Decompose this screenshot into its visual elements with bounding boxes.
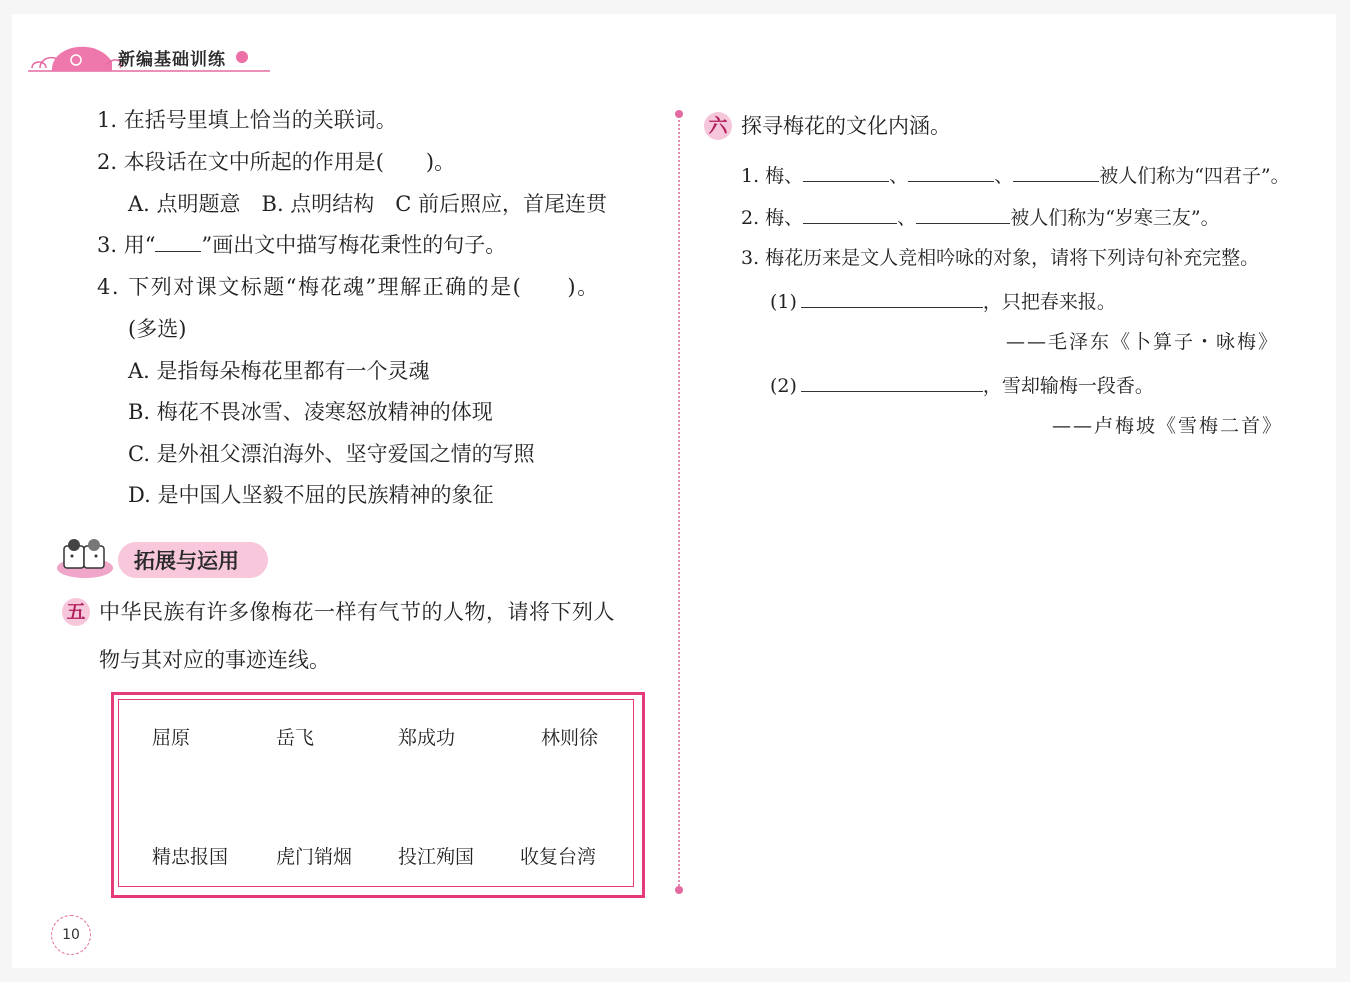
- s6-q1-prefix: 1. 梅、: [741, 165, 804, 187]
- poem-1-source: ——毛泽东《卜算子・咏梅》: [1006, 331, 1280, 353]
- blank-4[interactable]: [803, 203, 897, 224]
- question-1: 1. 在括号里填上恰当的关联词。: [97, 108, 397, 132]
- question-3: [97, 231, 506, 259]
- section-5-text-line1: 中华民族有许多像梅花一样有气节的人物，请将下列人: [99, 600, 615, 624]
- section-6-question-3: 3. 梅花历来是文人竞相吟咏的对象，请将下列诗句补充完整。: [741, 247, 1260, 269]
- s6-q1-sep2: 、: [994, 165, 1014, 187]
- poem-1: [770, 287, 1116, 315]
- person-yue-fei[interactable]: 岳飞: [276, 727, 315, 749]
- s6-q2-prefix: 2. 梅、: [741, 207, 804, 229]
- blank-5[interactable]: [916, 203, 1010, 224]
- poem-2-blank[interactable]: [801, 371, 983, 392]
- section-6-badge: 六: [704, 112, 732, 140]
- deed-shoufu-taiwan[interactable]: 收复台湾: [520, 846, 597, 868]
- divider-dot-bottom: [675, 886, 683, 894]
- poem-1-blank[interactable]: [801, 287, 983, 308]
- page-number: 10: [51, 915, 91, 955]
- question-2: 2. 本段话在文中所起的作用是( )。: [97, 150, 456, 174]
- divider-dot-top: [675, 110, 683, 118]
- underline-blank[interactable]: [155, 231, 201, 252]
- question-4-option-c: C. 是外祖父漂泊海外、坚守爱国之情的写照: [128, 442, 535, 466]
- section-6-title: 探寻梅花的文化内涵。: [741, 114, 951, 138]
- question-3-suffix: ”画出文中描写梅花秉性的句子。: [201, 233, 507, 257]
- poem-2-source: ——卢梅坡《雪梅二首》: [1052, 415, 1284, 437]
- s6-q2-suffix: 被人们称为“岁寒三友”。: [1010, 207, 1220, 229]
- poem-2: [770, 371, 1154, 399]
- header-title: 新编基础训练: [118, 50, 226, 70]
- section-6-question-1: [741, 161, 1290, 189]
- question-2-options: A. 点明题意 B. 点明结构 C 前后照应，首尾连贯: [128, 192, 608, 216]
- blank-2[interactable]: [908, 161, 994, 182]
- person-zheng-chenggong[interactable]: 郑成功: [398, 727, 456, 749]
- question-4-option-b: B. 梅花不畏冰雪、凌寒怒放精神的体现: [128, 400, 493, 424]
- poem-1-text: ，只把春来报。: [982, 291, 1116, 313]
- poem-2-label: (2): [770, 375, 797, 397]
- blank-3[interactable]: [1013, 161, 1099, 182]
- s6-q1-suffix: 被人们称为“四君子”。: [1099, 165, 1290, 187]
- person-qu-yuan[interactable]: 屈原: [152, 727, 191, 749]
- section-5-badge: 五: [62, 598, 90, 626]
- deed-humen-xiaoyan[interactable]: 虎门销烟: [276, 846, 353, 868]
- deed-jingzhong-baoguo[interactable]: 精忠报国: [152, 846, 229, 868]
- section-6-question-2: [741, 203, 1220, 231]
- blank-1[interactable]: [803, 161, 889, 182]
- poem-2-text: ，雪却输梅一段香。: [982, 375, 1154, 397]
- header-dot: [236, 51, 248, 63]
- s6-q2-sep: 、: [897, 207, 917, 229]
- question-4: 4. 下列对课文标题“梅花魂”理解正确的是( )。: [97, 275, 600, 299]
- question-3-prefix: 3. 用“: [97, 233, 156, 257]
- column-divider: [678, 115, 680, 890]
- person-lin-zexu[interactable]: 林则徐: [541, 727, 599, 749]
- question-4-option-a: A. 是指每朵梅花里都有一个灵魂: [128, 359, 430, 383]
- s6-q1-sep1: 、: [889, 165, 909, 187]
- section-5-text-line2: 物与其对应的事迹连线。: [99, 648, 330, 672]
- children-reading-icon: [56, 536, 114, 580]
- question-4-note: (多选): [128, 317, 187, 341]
- deed-toujiang-xunguo[interactable]: 投江殉国: [398, 846, 475, 868]
- question-4-option-d: D. 是中国人坚毅不屈的民族精神的象征: [128, 483, 494, 507]
- poem-1-label: (1): [770, 291, 797, 313]
- extension-title: 拓展与运用: [134, 549, 239, 573]
